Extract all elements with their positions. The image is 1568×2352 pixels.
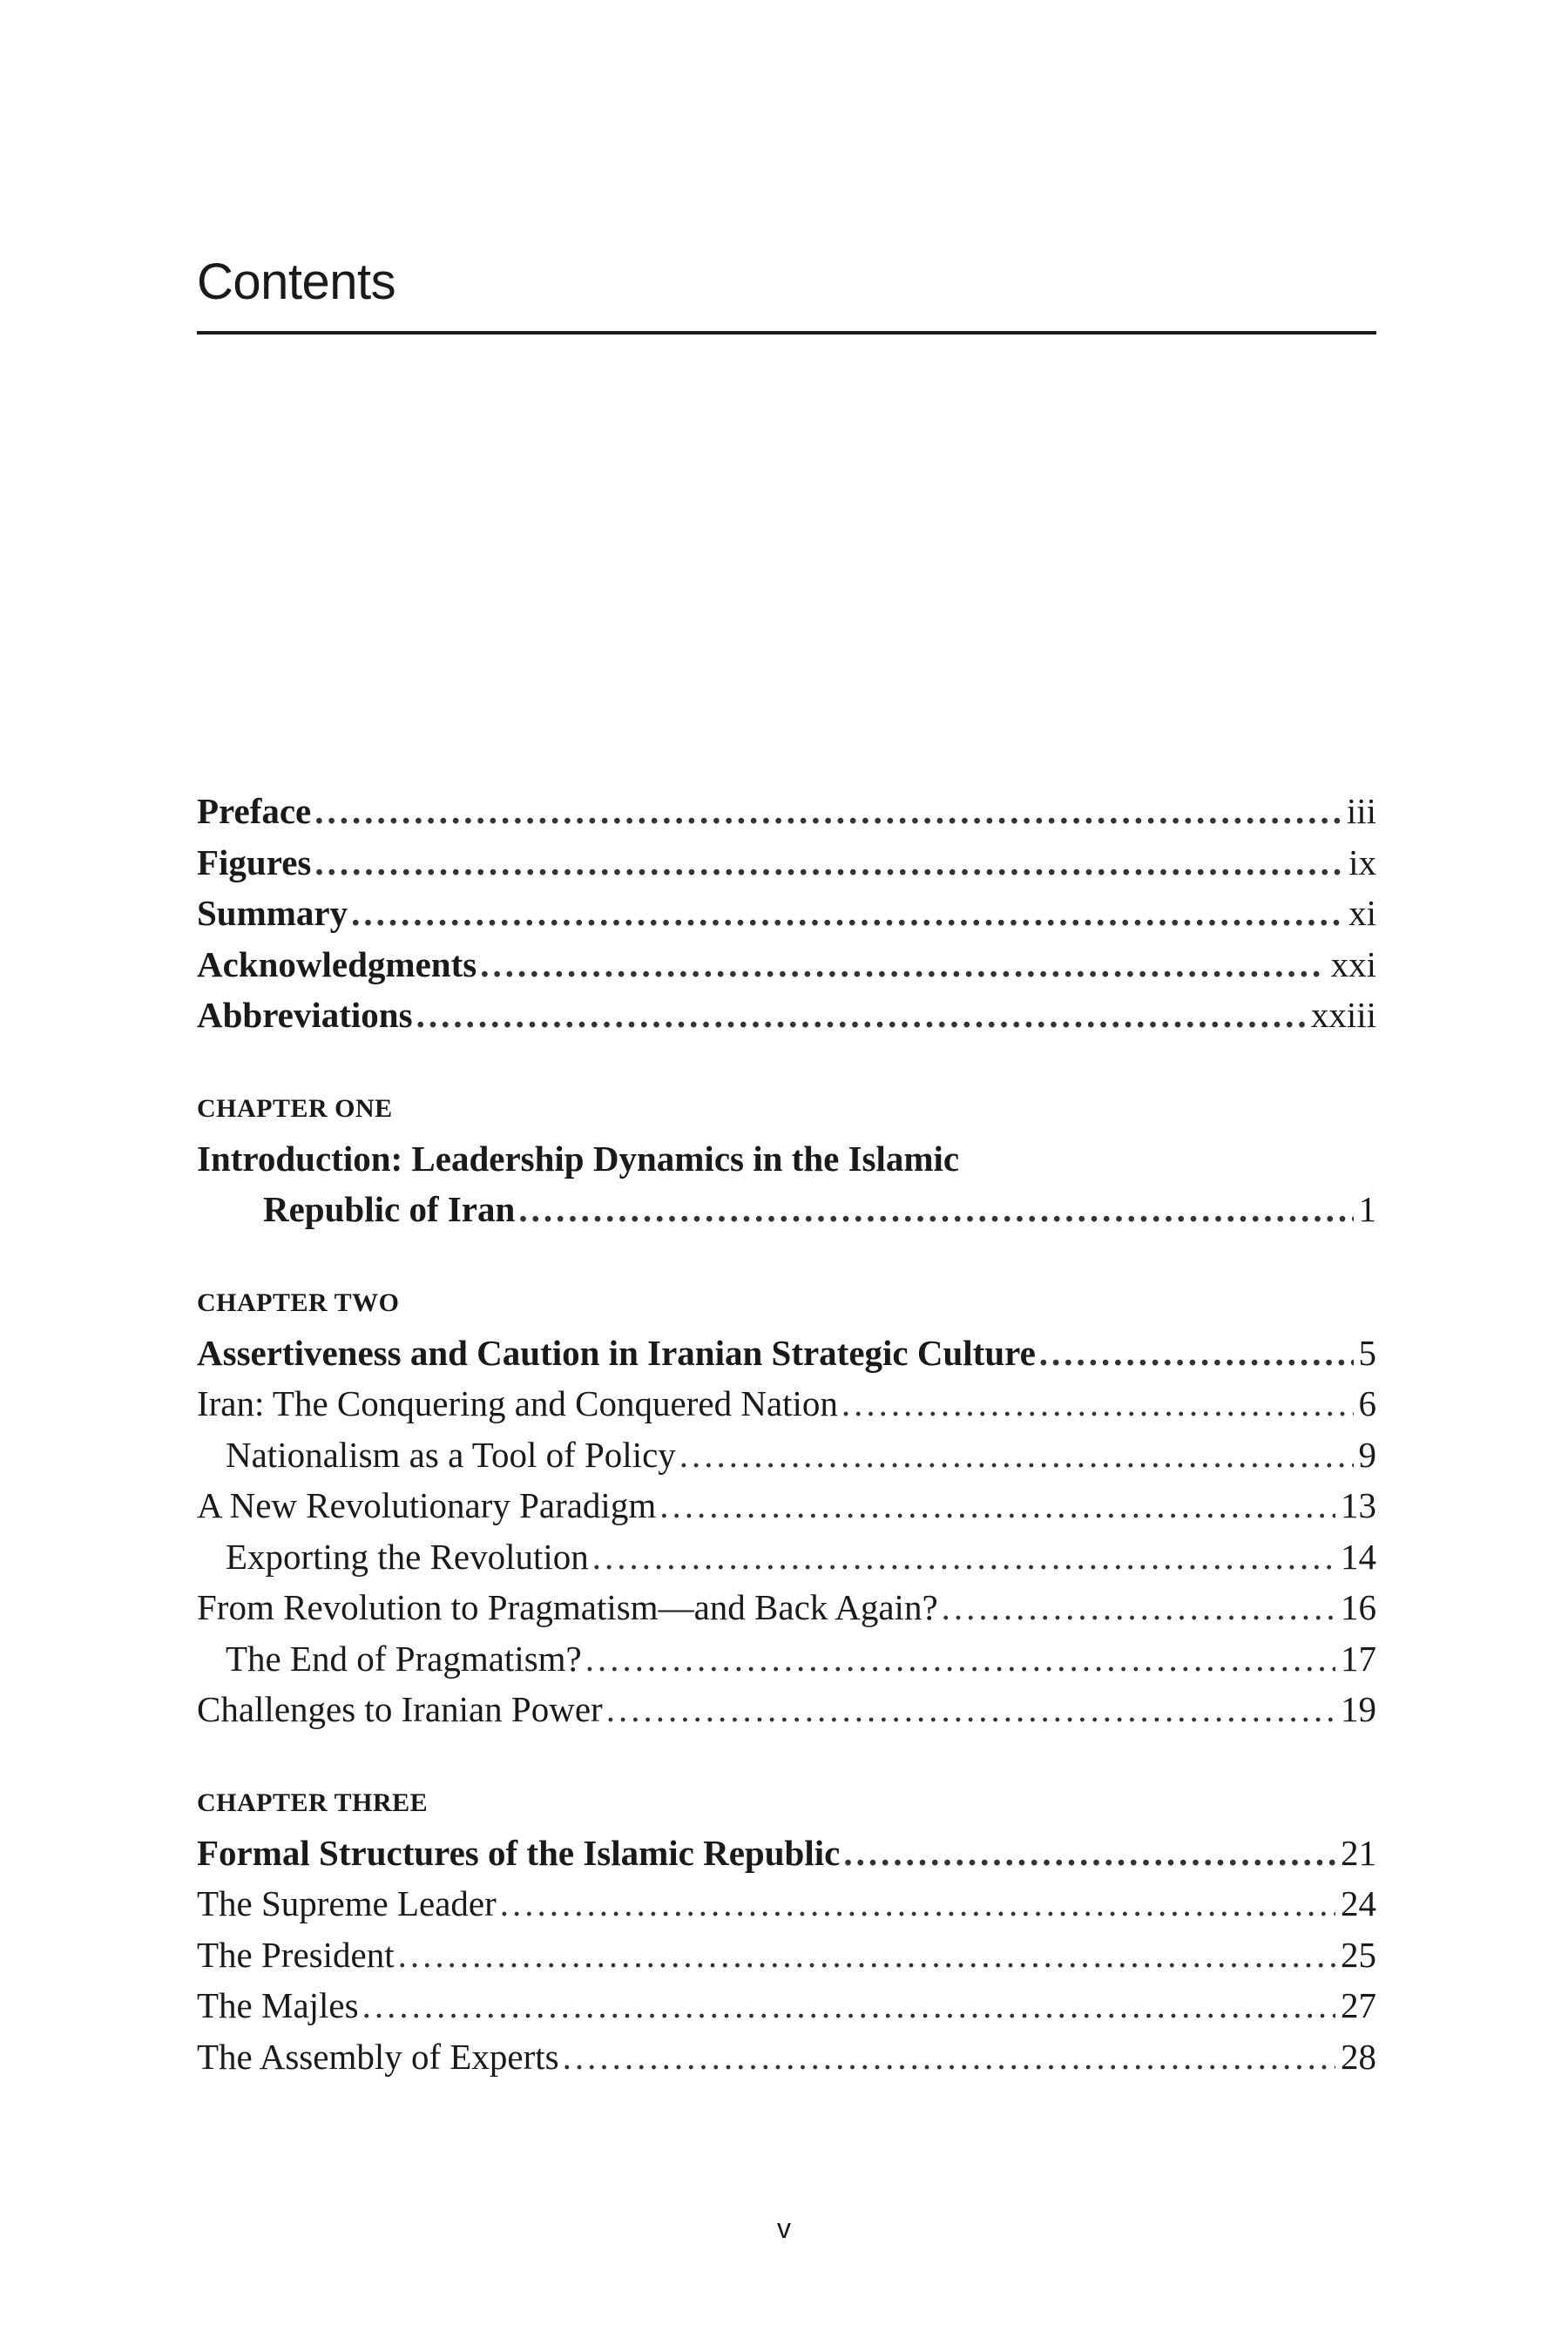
dot-leader	[659, 1480, 1335, 1531]
dot-leader	[351, 888, 1343, 939]
dot-leader	[606, 1684, 1335, 1735]
dot-leader	[841, 1378, 1354, 1429]
toc-entry-title: The End of Pragmatism?	[226, 1638, 582, 1679]
toc-entry-title: Formal Structures of the Islamic Republic	[197, 1832, 841, 1873]
toc-entry-page: 6	[1358, 1383, 1376, 1423]
toc-entry-page: 27	[1341, 1985, 1376, 2025]
dot-leader	[942, 1582, 1335, 1633]
dot-leader	[480, 939, 1325, 990]
dot-leader	[314, 786, 1342, 837]
toc-entry-page: xxi	[1330, 943, 1376, 984]
toc-entry-subsection[interactable]	[197, 1531, 1376, 1583]
toc-entry-title: Figures	[197, 841, 312, 882]
toc-entry-title: Acknowledgments	[197, 943, 477, 984]
dot-leader	[314, 837, 1343, 889]
toc-entry-abbreviations[interactable]	[197, 990, 1376, 1041]
toc-entry-title: Abbreviations	[197, 995, 413, 1035]
toc-entry-title: Challenges to Iranian Power	[197, 1689, 603, 1729]
chapter-one	[197, 1085, 1376, 1235]
dot-leader	[679, 1429, 1354, 1481]
toc-entry-page: 16	[1341, 1587, 1376, 1627]
toc-entry-section[interactable]	[197, 1480, 1376, 1531]
toc-entry-section[interactable]	[197, 1878, 1376, 1930]
page-number: v	[777, 2213, 791, 2244]
toc-entry-title: Summary	[197, 893, 348, 933]
dot-leader	[1039, 1328, 1354, 1379]
toc-entry-section[interactable]	[197, 1582, 1376, 1633]
toc-entry-subsection[interactable]	[197, 1633, 1376, 1685]
dot-leader	[592, 1531, 1335, 1583]
toc-entry-section[interactable]	[197, 2031, 1376, 2083]
toc-entry-preface[interactable]	[197, 786, 1376, 837]
toc-entry-title: The Majles	[197, 1985, 359, 2025]
toc-entry-title: From Revolution to Pragmatism—and Back Again?	[197, 1587, 938, 1627]
toc-entry-chapter-three[interactable]	[197, 1828, 1376, 1879]
toc-entry-section[interactable]	[197, 1980, 1376, 2031]
chapter-label: CHAPTER ONE	[197, 1093, 393, 1123]
toc-entry-page: 19	[1341, 1689, 1376, 1729]
toc-entry-page: 13	[1341, 1485, 1376, 1525]
dot-leader	[500, 1878, 1335, 1930]
dot-leader	[362, 1980, 1335, 2031]
toc-entry-figures[interactable]	[197, 837, 1376, 889]
toc-entry-page: 28	[1341, 2036, 1376, 2077]
toc-entry-chapter-two[interactable]	[197, 1328, 1376, 1379]
dot-leader	[518, 1184, 1353, 1235]
toc-entry-title: Republic of Iran	[263, 1189, 516, 1229]
toc-entry-title: Nationalism as a Tool of Policy	[226, 1434, 676, 1475]
toc-entry-page: ix	[1348, 841, 1376, 882]
dot-leader	[563, 2031, 1335, 2083]
toc-entry-section[interactable]	[197, 1378, 1376, 1429]
toc-entry-title: The Supreme Leader	[197, 1883, 497, 1923]
toc-entry-title: A New Revolutionary Paradigm	[197, 1485, 657, 1525]
toc-entry-section[interactable]	[197, 1684, 1376, 1735]
toc-entry-page: 17	[1341, 1638, 1376, 1679]
title-rule	[197, 331, 1376, 335]
toc-entry-title: Assertiveness and Caution in Iranian Strategic Culture	[197, 1332, 1036, 1373]
toc-entry-page: 25	[1341, 1934, 1376, 1975]
toc-entry-page: 9	[1358, 1434, 1376, 1475]
chapter-two	[197, 1279, 1376, 1735]
dot-leader	[398, 1930, 1335, 1981]
chapter-label: CHAPTER THREE	[197, 1788, 429, 1817]
toc-entry-page: 21	[1341, 1832, 1376, 1873]
toc-entry-summary[interactable]	[197, 888, 1376, 939]
table-of-contents	[197, 786, 1376, 2082]
toc-entry-title: Preface	[197, 791, 312, 831]
chapter-label: CHAPTER TWO	[197, 1288, 400, 1317]
toc-entry-page: 14	[1341, 1536, 1376, 1577]
toc-entry-page: xi	[1348, 893, 1376, 933]
toc-entry-title: Iran: The Conquering and Conquered Nation	[197, 1383, 838, 1423]
dot-leader	[585, 1633, 1335, 1685]
toc-entry-subsection[interactable]	[197, 1429, 1376, 1481]
toc-entry-title: The President	[197, 1934, 395, 1975]
toc-entry-page: 5	[1358, 1332, 1376, 1373]
toc-entry-page: iii	[1346, 791, 1376, 831]
dot-leader	[843, 1828, 1335, 1879]
toc-entry-title: The Assembly of Experts	[197, 2036, 559, 2077]
toc-entry-section[interactable]	[197, 1930, 1376, 1981]
front-matter-list	[197, 786, 1376, 1041]
toc-entry-page: 24	[1341, 1883, 1376, 1923]
toc-entry-chapter-one[interactable]	[197, 1184, 1376, 1235]
toc-entry-acknowledgments[interactable]	[197, 939, 1376, 990]
toc-entry-title: Exporting the Revolution	[226, 1536, 589, 1577]
dot-leader	[416, 990, 1306, 1041]
chapter-title[interactable]: Introduction: Leadership Dynamics in the Islamic	[197, 1138, 960, 1179]
chapter-three	[197, 1779, 1376, 2083]
toc-entry-page: xxiii	[1310, 995, 1376, 1035]
toc-entry-page: 1	[1358, 1189, 1376, 1229]
page-title: Contents	[197, 253, 396, 310]
